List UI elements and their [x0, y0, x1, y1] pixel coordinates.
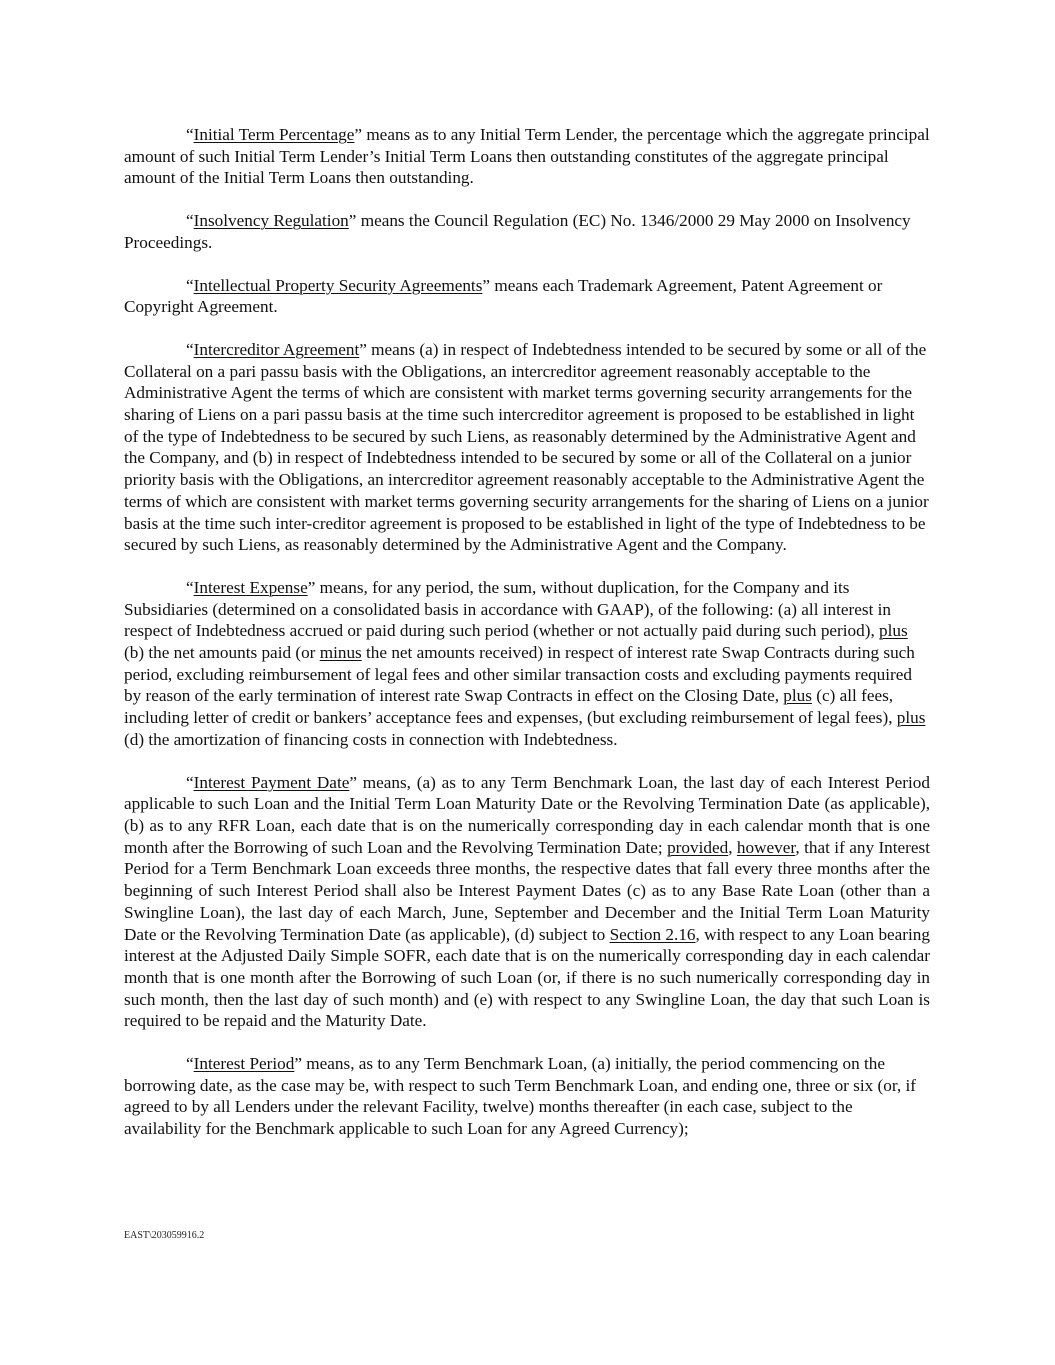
definition-text: (b) the net amounts paid (or: [124, 643, 320, 663]
defined-term: Interest Payment Date: [193, 772, 350, 792]
defined-term: Initial Term Percentage: [193, 125, 355, 144]
defined-term: Interest Expense: [193, 577, 308, 597]
definition-intercreditor-agreement: “Intercreditor Agreement” means (a) in respect of Indebtedness intended to be secured by some or all of the Collateral on a pari passu basis with the Obligations, an intercreditor agreement reasonably acceptable to the Administrative Agent the terms of which are consistent with market terms governing security arrangements for the sharing of Liens on a pari passu basis at the time such intercreditor agreement is proposed to be established in light of the type of Indebtedness to be secured by such Liens, as reasonably determined by the Administrative Agent and the Company, and (b) in respect of Indebtedness intended to be secured by some or all of the Collateral on a junior priority basis with the Obligations, an intercreditor agreement reasonably acceptable to the Administrative Agent the terms of which are consistent with market terms governing security arrangements for the sharing of Liens on a junior basis at the time such inter-creditor agreement is proposed to be established in light of the type of Indebtedness to be secured by such Liens, as reasonably determined by the Administrative Agent and the Company.: [124, 339, 929, 555]
emphasis-provided: provided: [667, 837, 729, 857]
definition-interest-period: “Interest Period” means, as to any Term Benchmark Loan, (a) initially, the period commencing on the borrowing date, as the case may be, with respect to such Term Benchmark Loan, and ending one, three or six (or, if agreed to by all Lenders under the relevant Facility, twelve) months thereafter (in each case, subject to the availability for the Benchmark applicable to such Loan for any Agreed Currency);: [124, 1054, 916, 1139]
definition-text: the net amounts received) in respect of interest rate Swap Contracts during such period, excluding reimbursement of legal fees and other similar transaction costs and excluding payments required by reason of the early termination of interest rate Swap Contracts in effect on the Closing Date,: [124, 643, 915, 706]
definition-text: ” means, (a) as to any Term Benchmark Loan, the last day of each Interest Period applicable to such Loan and the Initial Term Loan Maturity Date or the Revolving Termination Date (as applicable), (b) as to any RFR Loan, each date that is on the numerically corresponding day in each calendar month that is one month after the Borrowing of such Loan and the Revolving Termination Date;: [124, 772, 930, 857]
emphasis-plus: plus: [896, 708, 926, 728]
definition-text: ” means (a) in respect of Indebtedness intended to be secured by some or all of the Collateral on a pari passu basis with the Obligations, an intercreditor agreement reasonably acceptable to the Administrative Agent the terms of which are consistent with market terms governing security arrangements for the sharing of Liens on a pari passu basis at the time such intercreditor agreement is proposed to be established in light of the type of Indebtedness to be secured by such Liens, as reasonably determined by the Administrative Agent and the Company, and (b) in respect of Indebtedness intended to be secured by some or all of the Collateral on a junior priority basis with the Obligations, an intercreditor agreement reasonably acceptable to the Administrative Agent the terms of which are consistent with market terms governing security arrangements for the sharing of Liens on a junior basis at the time such inter-creditor agreement is proposed to be established in light of the type of Indebtedness to be secured by such Liens, as reasonably determined by the Administrative Agent and the Company.: [124, 339, 929, 555]
defined-term: Intellectual Property Security Agreements: [193, 275, 483, 295]
definition-text: ” means, for any period, the sum, without duplication, for the Company and its Subsidiaries (determined on a consolidated basis in accordance with GAAP), of the following: (a) all interest in respect of Indebtedness accrued or paid during such period (whether or not actually paid during such period),: [124, 577, 892, 641]
definition-text: ” means each Trademark Agreement, Patent Agreement or Copyright Agreement.: [124, 275, 883, 317]
defined-term: Intercreditor Agreement: [193, 339, 360, 359]
definition-intellectual-property-security-agreements: “Intellectual Property Security Agreements” means each Trademark Agreement, Patent Agreement or Copyright Agreement.: [124, 275, 883, 317]
footer-doc-id: EAST\203059916.2: [124, 1230, 205, 1241]
section-reference: Section 2.16: [609, 924, 696, 944]
definition-interest-expense: “Interest Expense” means, for any period, the sum, without duplication, for the Company and its Subsidiaries (determined on a consolidated basis in accordance with GAAP), of the following: (a) all interest in respect of Indebtedness accrued or paid during such period (whether or not actually paid during such period), plus (b) the net amounts paid (or minus the net amounts received) in respect of interest rate Swap Contracts during such period, excluding reimbursement of legal fees and other similar transaction costs and excluding payments required by reason of the early termination of interest rate Swap Contracts in effect on the Closing Date, plus (c) all fees, including letter of credit or bankers’ acceptance fees and expenses, (but excluding reimbursement of legal fees), plus (d) the amortization of financing costs in connection with Indebtedness.: [124, 577, 926, 749]
definition-text: ” means, as to any Term Benchmark Loan, (a) initially, the period commencing on the borrowing date, as the case may be, with respect to such Term Benchmark Loan, and ending one, three or six (or, if agreed to by all Lenders under the relevant Facility, twelve) months thereafter (in each case, subject to the availability for the Benchmark applicable to such Loan for any Agreed Currency);: [124, 1054, 916, 1139]
emphasis-plus: plus: [879, 621, 908, 641]
emphasis-plus: plus: [783, 686, 812, 706]
definition-interest-payment-date: “Interest Payment Date” means, (a) as to any Term Benchmark Loan, the last day of each Interest Period applicable to such Loan and the Initial Term Loan Maturity Date or the Revolving Termination Date (as applicable), (b) as to any RFR Loan, each date that is on the numerically corresponding day in each calendar month that is one month after the Borrowing of such Loan and the Revolving Termination Date; provided, however, that if any Interest Period for a Term Benchmark Loan exceeds three months, the respective dates that fall every three months after the beginning of such Interest Period shall also be Interest Payment Dates (c) as to any Base Rate Loan (other than a Swingline Loan), the last day of each March, June, September and December and the Initial Term Loan Maturity Date or the Revolving Termination Date (as applicable), (d) subject to Section 2.16, with respect to any Loan bearing interest at the Adjusted Daily Simple SOFR, each date that is on the numerically corresponding day in each calendar month that is one month after the Borrowing of such Loan (or, if there is no such numerically corresponding day in such month, then the last day of such month) and (e) with respect to any Swingline Loan, the day that such Loan is required to be repaid and the Maturity Date.: [124, 772, 930, 1031]
defined-term: Insolvency Regulation: [193, 211, 349, 231]
definition-text: (d) the amortization of financing costs in connection with Indebtedness.: [124, 729, 618, 749]
emphasis-however: however: [736, 837, 796, 857]
definition-text: ” means as to any Initial Term Lender, the percentage which the aggregate principal amount of such Initial Term Lender’s Initial Term Loans then outstanding constitutes of the aggregate principal amount of the Initial Term Loans then outstanding.: [124, 125, 930, 188]
definition-text: ” means the Council Regulation (EC) No. 1346/2000 29 May 2000 on Insolvency Proceedings.: [124, 211, 911, 252]
definition-text: , that if any Interest Period for a Term Benchmark Loan exceeds three months, the respective dates that fall every three months after the beginning of such Interest Period shall also be Interest Payment Dates (c) as to any Base Rate Loan (other than a Swingline Loan), the last day of each March, June, September and December and the Initial Term Loan Maturity Date or the Revolving Termination Date (as applicable), (d) subject to: [124, 837, 930, 944]
defined-term: Interest Period: [193, 1054, 295, 1074]
document-page: [124, 124, 930, 1161]
definition-text: (c) all fees, including letter of credit or bankers’ acceptance fees and expenses, (but excluding reimbursement of legal fees),: [124, 686, 897, 728]
definition-text: , with respect to any Loan bearing interest at the Adjusted Daily Simple SOFR, each date that is on the numerically corresponding day in each calendar month that is one month after the Borrowing of such Loan (or, if there is no such numerically corresponding day in such month, then the last day of such month) and (e) with respect to any Swingline Loan, the day that such Loan is required to be repaid and the Maturity Date.: [124, 924, 930, 1031]
definition-insolvency-regulation: “Insolvency Regulation” means the Council Regulation (EC) No. 1346/2000 29 May 2000 on Insolvency Proceedings.: [124, 211, 911, 252]
definition-initial-term-percentage: “Initial Term Percentage” means as to any Initial Term Lender, the percentage which the aggregate principal amount of such Initial Term Lender’s Initial Term Loans then outstanding constitutes of the aggregate principal amount of the Initial Term Loans then outstanding.: [124, 125, 930, 188]
emphasis-minus: minus: [319, 643, 362, 663]
